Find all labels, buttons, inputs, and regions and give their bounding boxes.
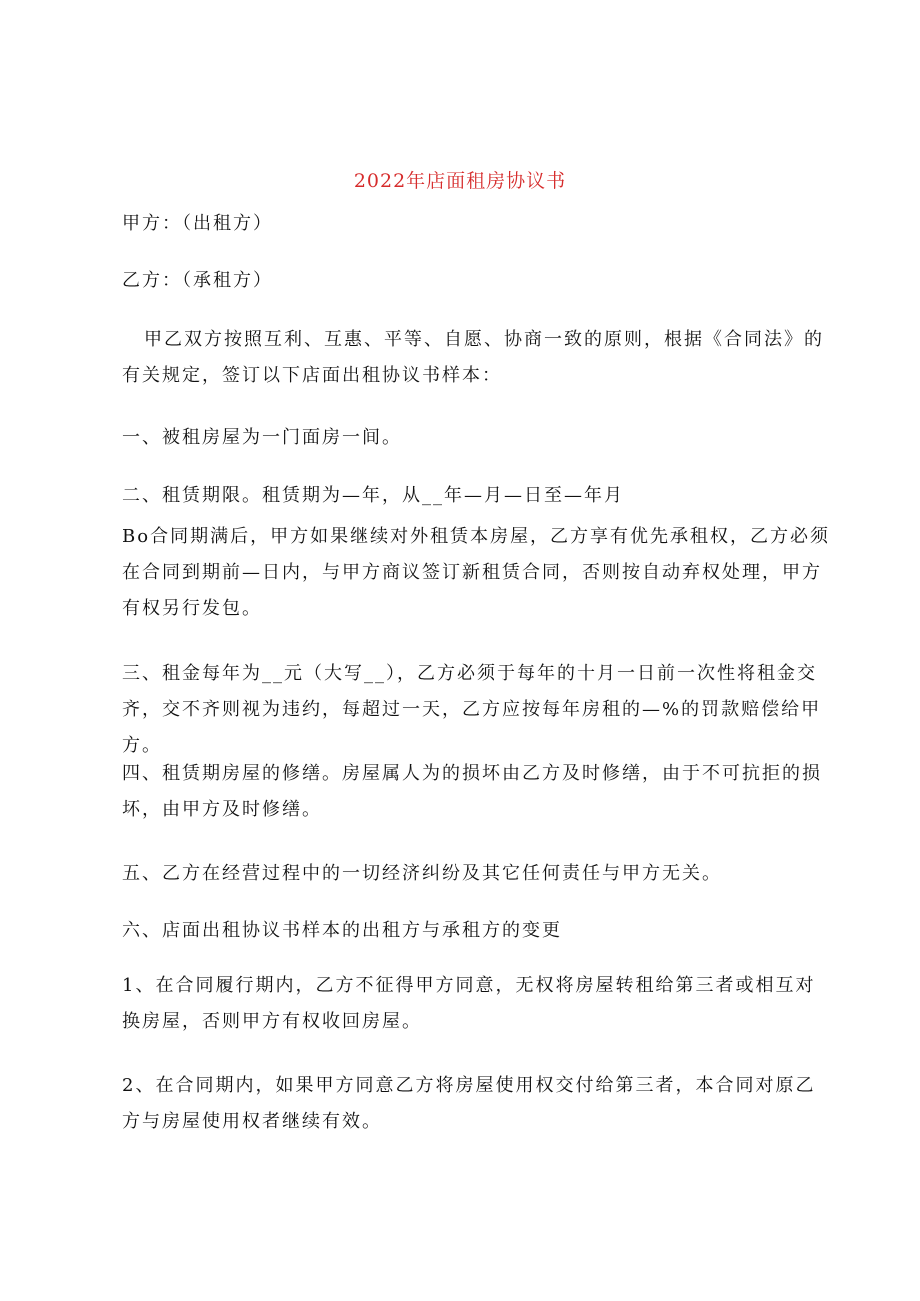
clause-5: 五、乙方在经营过程中的一切经济纠纷及其它任何责任与甲方无关。 (122, 863, 722, 884)
clause-1: 一、被租房屋为一门面房一间。 (122, 427, 402, 448)
clause-2-continuation: Bo合同期满后，甲方如果继续对外租赁本房屋，乙方享有优先承租权，乙方必须在合同到期前—日内，与甲方商议签订新租赁合同，否则按自动弃权处理，甲方有权另行发包。 (122, 526, 831, 619)
clause-2: 二、租赁期限。租赁期为—年，从__年—月—日至—年月 (122, 485, 624, 506)
party-b-line: 乙方：（承租方） (122, 270, 273, 291)
party-a-line: 甲方：（出租方） (122, 213, 273, 234)
clause-4: 四、租赁期房屋的修缮。房屋属人为的损坏由乙方及时修缮，由于不可抗拒的损坏，由甲方及时修缮。 (122, 763, 822, 820)
clause-6: 六、店面出租协议书样本的出租方与承租方的变更 (122, 920, 562, 941)
clause-6-item-2: 2、在合同期内，如果甲方同意乙方将房屋使用权交付给第三者，本合同对原乙方与房屋使用权者继续有效。 (122, 1075, 816, 1132)
clause-3: 三、租金每年为__元（大写__），乙方必须于每年的十月一日前一次性将租金交齐，交不齐则视为违约，每超过一天，乙方应按每年房租的—%的罚款赔偿给甲方。 (122, 663, 822, 756)
document-title: 2022年店面租房协议书 (353, 170, 567, 192)
clause-6-item-1: 1、在合同履行期内，乙方不征得甲方同意，无权将房屋转租给第三者或相互对换房屋，否则甲方有权收回房屋。 (122, 975, 816, 1032)
preamble-paragraph: 甲乙双方按照互利、互惠、平等、自愿、协商一致的原则，根据《合同法》的有关规定，签订以下店面出租协议书样本： (122, 329, 824, 386)
